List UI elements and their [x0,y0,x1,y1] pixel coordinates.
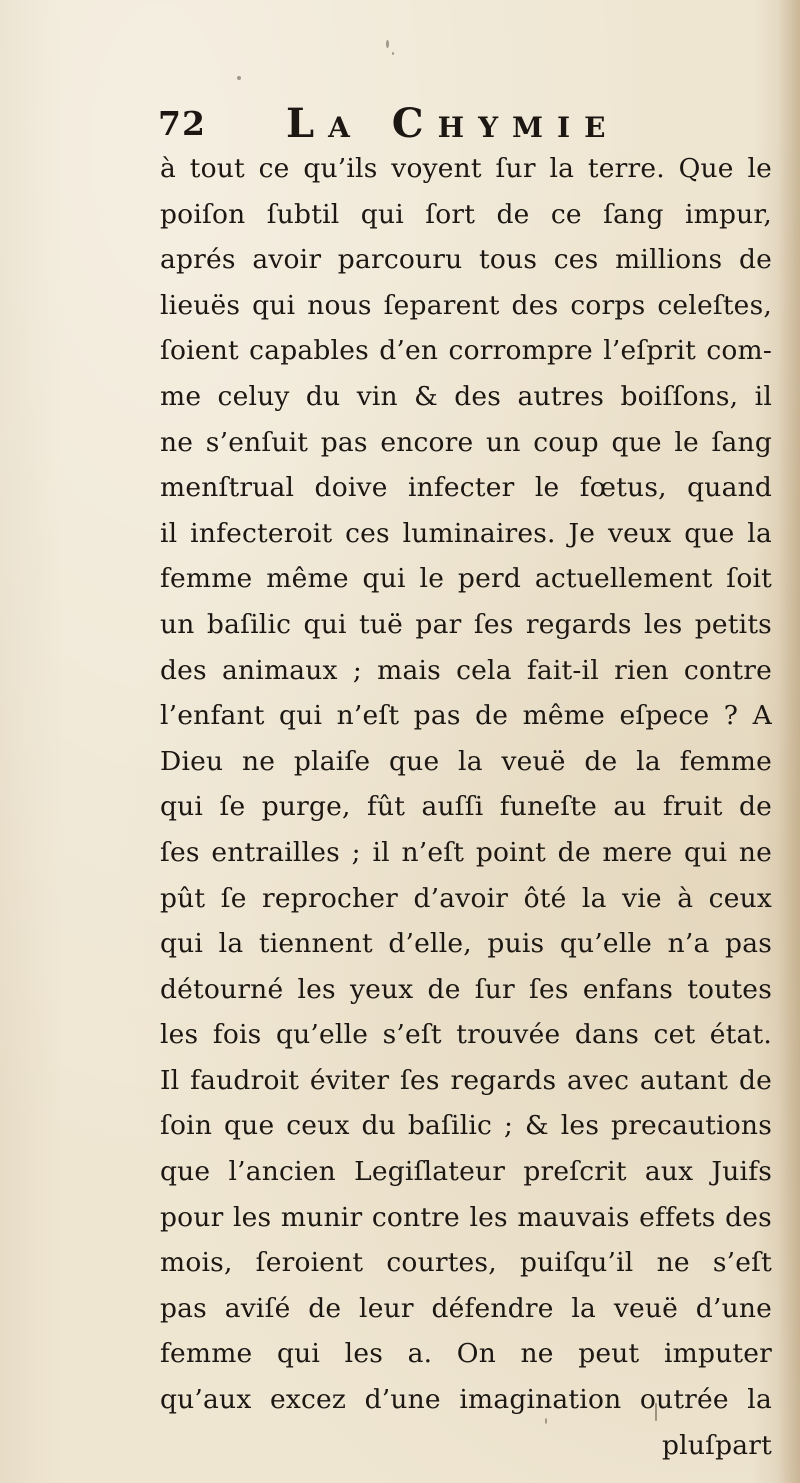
page-header [158,100,778,147]
text-line: pour les munir contre les mauvais effets des [160,1201,772,1233]
text-line: poiſon ſubtil qui ſort de ce ſang impur, [160,198,772,230]
text-line: ne s’enſuit pas encore un coup que le ſang [160,426,772,458]
text-line: qui la tiennent d’elle, puis qu’elle n’a pas [160,928,772,960]
text-line: Il faudroit éviter ſes regards avec autant de [160,1064,772,1096]
page-edge-shadow [778,0,800,1483]
text-line: pas aviſé de leur défendre la veuë d’une [160,1292,772,1324]
text-line: femme qui les a. On ne peut imputer [160,1338,772,1370]
text-line: que l’ancien Legiſlateur preſcrit aux Juifs [160,1156,772,1188]
text-line: un baſilic qui tuë par ſes regards les petits [160,608,772,640]
text-line: détourné les yeux de ſur ſes enfans toutes [160,973,772,1005]
text-line: à tout ce qu’ils voyent ſur la terre. Que le [160,153,772,184]
text-line: lieuës qui nous ſeparent des corps celeſtes, [160,289,772,321]
text-line: ſoient capables d’en corrompre l’eſprit com- [160,335,772,367]
paper-speck [386,40,389,48]
text-line: femme même qui le perd actuellement ſoit [160,563,772,595]
text-line: des animaux ; mais cela fait-il rien contre [160,654,772,686]
text-line: ſes entrailles ; il n’eſt point de mere qui ne [160,836,772,868]
text-line: pût ſe reprocher d’avoir ôté la vie à ceux [160,882,772,914]
text-line: Dieu ne plaiſe que la veuë de la femme [160,745,772,777]
text-line: mois, ſeroient courtes, puiſqu’il ne s’eſt [160,1247,772,1279]
text-line: menſtrual doive infecter le fœtus, quand [160,472,772,504]
text-line: me celuy du vin & des autres boiſſons, il [160,380,772,412]
page-number: 72 [158,104,206,143]
text-line: l’enfant qui n’eſt pas de même eſpece ? A [160,700,772,732]
catchword: pluſpart [662,1429,772,1461]
paper-speck [392,52,394,55]
text-line: il infecteroit ces luminaires. Je veux que la [160,517,772,549]
text-line: qui ſe purge, fût auſſi funeſte au fruit de [160,791,772,823]
paper-speck [237,76,241,80]
text-line: qu’aux excez d’une imagination outrée la [160,1384,772,1416]
text-line: aprés avoir parcouru tous ces millions de [160,244,772,276]
running-title: La Chymie [286,100,620,147]
text-line: ſoin que ceux du baſilic ; & les precautions [160,1110,772,1142]
text-line: les fois qu’elle s’eſt trouvée dans cet état. [160,1019,772,1051]
body-text [160,146,772,1468]
